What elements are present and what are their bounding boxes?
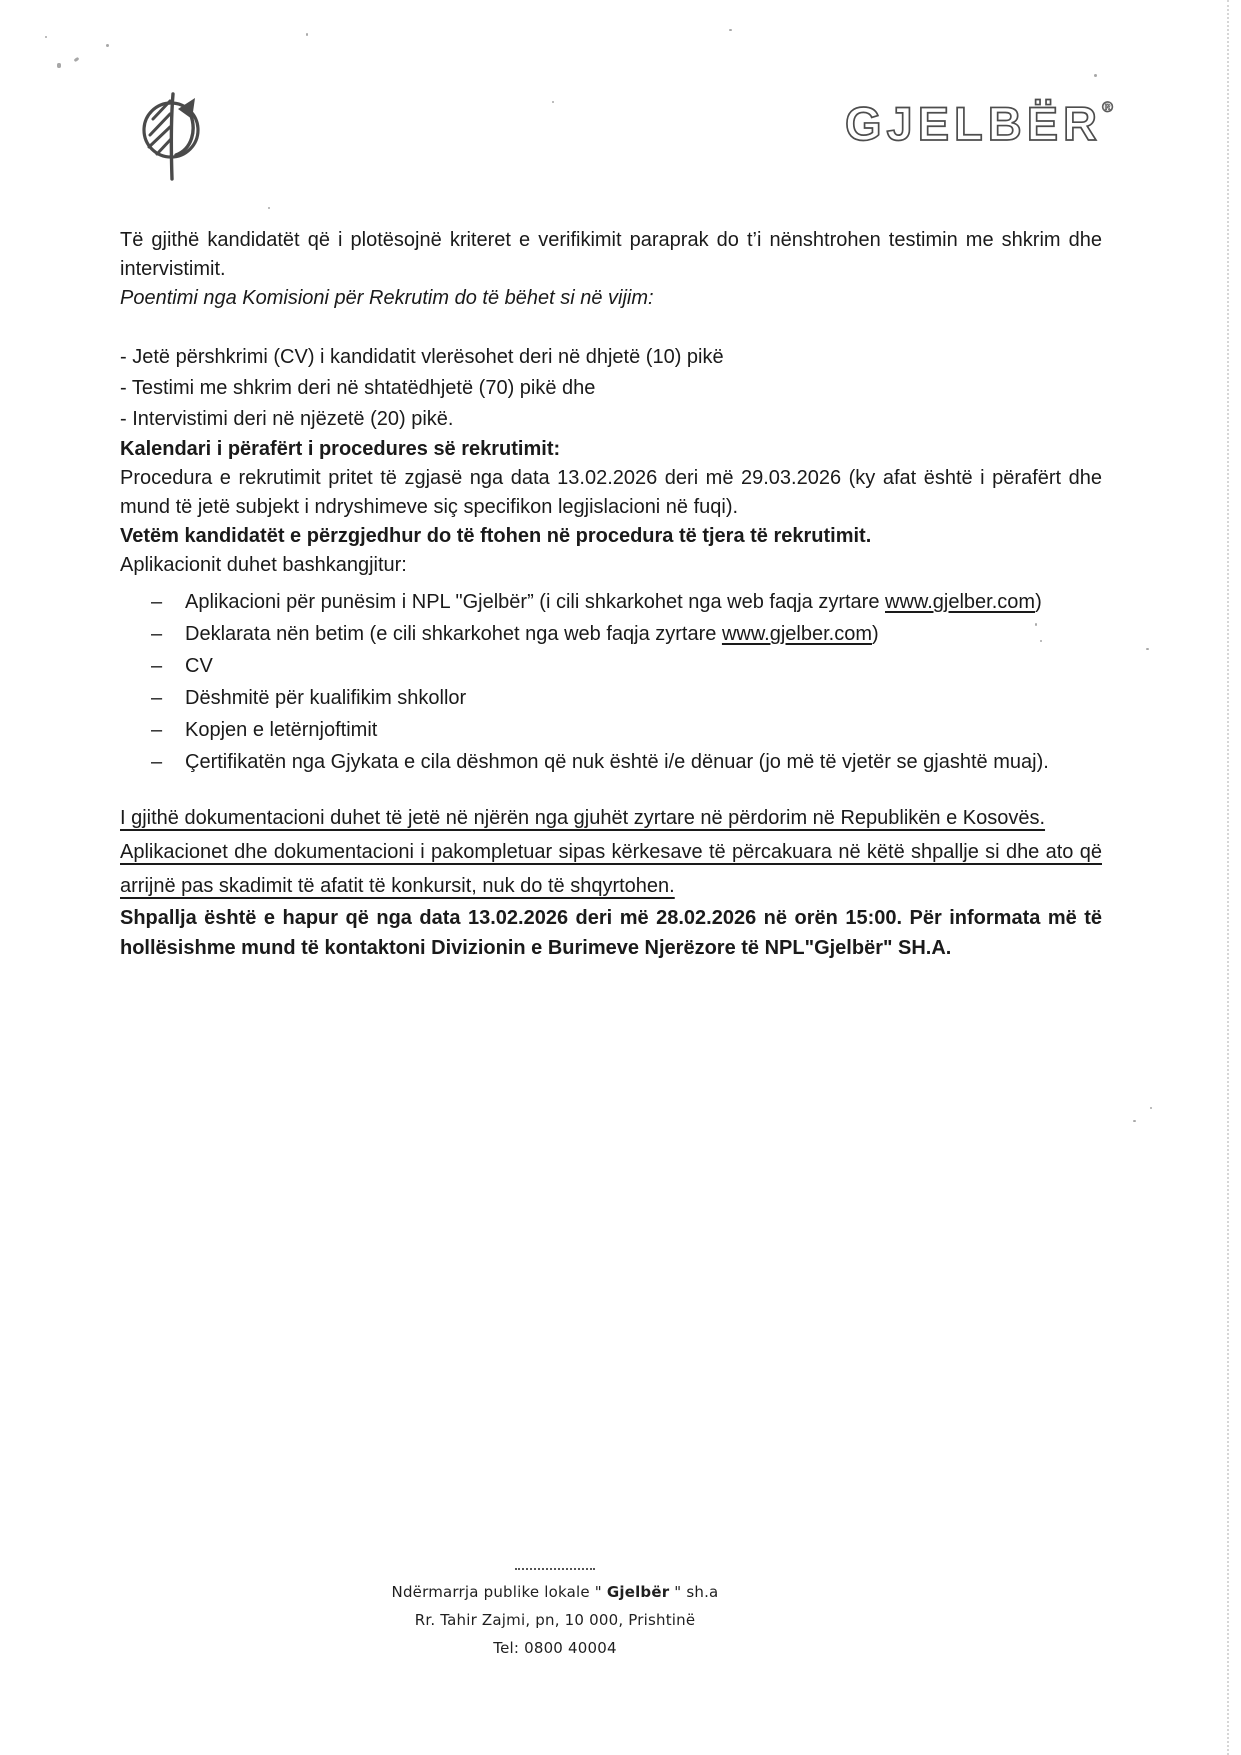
list-item bbox=[120, 619, 1102, 649]
website-link: www.gjelber.com bbox=[721, 623, 872, 645]
attachment-id-copy: Kopjen e letërnjoftimit bbox=[185, 719, 378, 741]
attachment-court-certificate: Çertifikatën nga Gjykata e cila dëshmon që nuk është i/e dënuar (jo më të vjetër se gjashtë muaj). bbox=[185, 751, 1049, 773]
attachment-text: ) bbox=[1035, 591, 1042, 613]
scan-speckle bbox=[1133, 1120, 1136, 1122]
scoring-list bbox=[120, 342, 1102, 435]
incomplete-applications-paragraph: Aplikacionet dhe dokumentacioni i pakompletuar sipas kërkesave të përcakuara në këtë shpallje si dhe ato që arrijnë pas skadimit të afatit të konkursit, nuk do të shqyrtohen. bbox=[120, 841, 1102, 897]
scoring-item-interview: - Intervistimi deri në njëzetë (20) pikë. bbox=[120, 408, 454, 430]
closing-paragraph: Shpallja është e hapur që nga data 13.02.2026 deri më 28.02.2026 në orën 15:00. Për informata më të hollësishme mund të kontaktoni Divizionin e Burimeve Njerëzore të NPL"Gjelbër" SH.A. bbox=[120, 907, 1102, 959]
list-item bbox=[120, 651, 1102, 681]
brand-text: GJELBËR bbox=[845, 97, 1102, 150]
list-item bbox=[120, 715, 1102, 745]
footer-company-brand: Gjelbër bbox=[606, 1583, 670, 1601]
attachment-application-form bbox=[185, 587, 1102, 617]
page-footer bbox=[355, 1568, 755, 1662]
attachment-cv: CV bbox=[185, 655, 213, 677]
dash-bullet: – bbox=[151, 751, 163, 773]
scan-speckle bbox=[1094, 74, 1097, 77]
scan-speckle bbox=[57, 63, 61, 68]
scoring-intro-paragraph: Poentimi nga Komisioni për Rekrutim do të bëhet si në vijim: bbox=[120, 287, 654, 309]
scan-speckle bbox=[306, 33, 308, 36]
scan-speckle bbox=[1150, 1107, 1152, 1109]
scan-speckle bbox=[74, 57, 80, 62]
dash-bullet: – bbox=[151, 655, 163, 677]
scan-speckle bbox=[1146, 648, 1149, 650]
document-body bbox=[120, 226, 1102, 963]
registered-trademark-icon: ® bbox=[1102, 99, 1114, 116]
underlined-notes bbox=[120, 801, 1102, 903]
scan-edge-line bbox=[1227, 0, 1229, 1755]
dash-bullet: – bbox=[151, 687, 163, 709]
footer-company-line bbox=[355, 1578, 755, 1606]
attachment-text: ) bbox=[872, 623, 879, 645]
attachment-text: Deklarata nën betim (e cili shkarkohet nga web faqja zyrtare bbox=[185, 623, 722, 645]
footer-divider bbox=[515, 1568, 595, 1570]
calendar-heading: Kalendari i përafërt i procedures së rekrutimit: bbox=[120, 438, 561, 460]
dash-bullet: – bbox=[151, 591, 163, 613]
scan-speckle bbox=[106, 44, 109, 47]
scan-speckle bbox=[268, 207, 270, 209]
footer-phone: Tel: 0800 40004 bbox=[493, 1639, 617, 1657]
list-item bbox=[120, 587, 1102, 617]
dash-bullet: – bbox=[151, 719, 163, 741]
language-requirement-paragraph: I gjithë dokumentacioni duhet të jetë në njërën nga gjuhët zyrtare në përdorim në Republikën e Kosovës. bbox=[120, 807, 1046, 829]
brand-wordmark bbox=[845, 96, 1145, 151]
attachments-list bbox=[120, 587, 1102, 777]
website-link: www.gjelber.com bbox=[885, 591, 1036, 613]
attachment-qualifications: Dëshmitë për kualifikim shkollor bbox=[185, 687, 467, 709]
attachment-declaration bbox=[185, 619, 1102, 649]
scan-speckle bbox=[729, 29, 732, 31]
scan-speckle bbox=[552, 101, 554, 103]
scoring-item-cv: - Jetë përshkrimi (CV) i kandidatit vlerësohet deri në dhjetë (10) pikë bbox=[120, 346, 724, 368]
footer-company-post: " sh.a bbox=[669, 1583, 719, 1601]
list-item bbox=[120, 683, 1102, 713]
scoring-item-written-test: - Testimi me shkrim deri në shtatëdhjetë (70) pikë dhe bbox=[120, 377, 596, 399]
leaf-logo-icon bbox=[126, 78, 216, 188]
footer-company-pre: Ndërmarrja publike lokale " bbox=[391, 1583, 607, 1601]
scan-speckle bbox=[45, 36, 47, 38]
attachment-text: Aplikacioni për punësim i NPL "Gjelbër” (i cili shkarkohet nga web faqja zyrtare bbox=[185, 591, 885, 613]
selected-candidates-paragraph: Vetëm kandidatët e përzgjedhur do të ftohen në procedura të tjera të rekrutimit. bbox=[120, 525, 872, 547]
dash-bullet: – bbox=[151, 623, 163, 645]
list-item bbox=[120, 747, 1102, 777]
footer-address: Rr. Tahir Zajmi, pn, 10 000, Prishtinë bbox=[414, 1611, 696, 1629]
calendar-paragraph: Procedura e rekrutimit pritet të zgjasë nga data 13.02.2026 deri më 29.03.2026 (ky afat është i përafërt dhe mund të jetë subjekt i ndryshimeve siç specifikon legjislacioni në fuqi). bbox=[120, 467, 1102, 518]
intro-paragraph: Të gjithë kandidatët që i plotësojnë kriteret e verifikimit paraprak do t’i nënshtrohen testimin me shkrim dhe intervistimit. bbox=[120, 229, 1102, 280]
attachments-intro: Aplikacionit duhet bashkangjitur: bbox=[120, 554, 407, 576]
